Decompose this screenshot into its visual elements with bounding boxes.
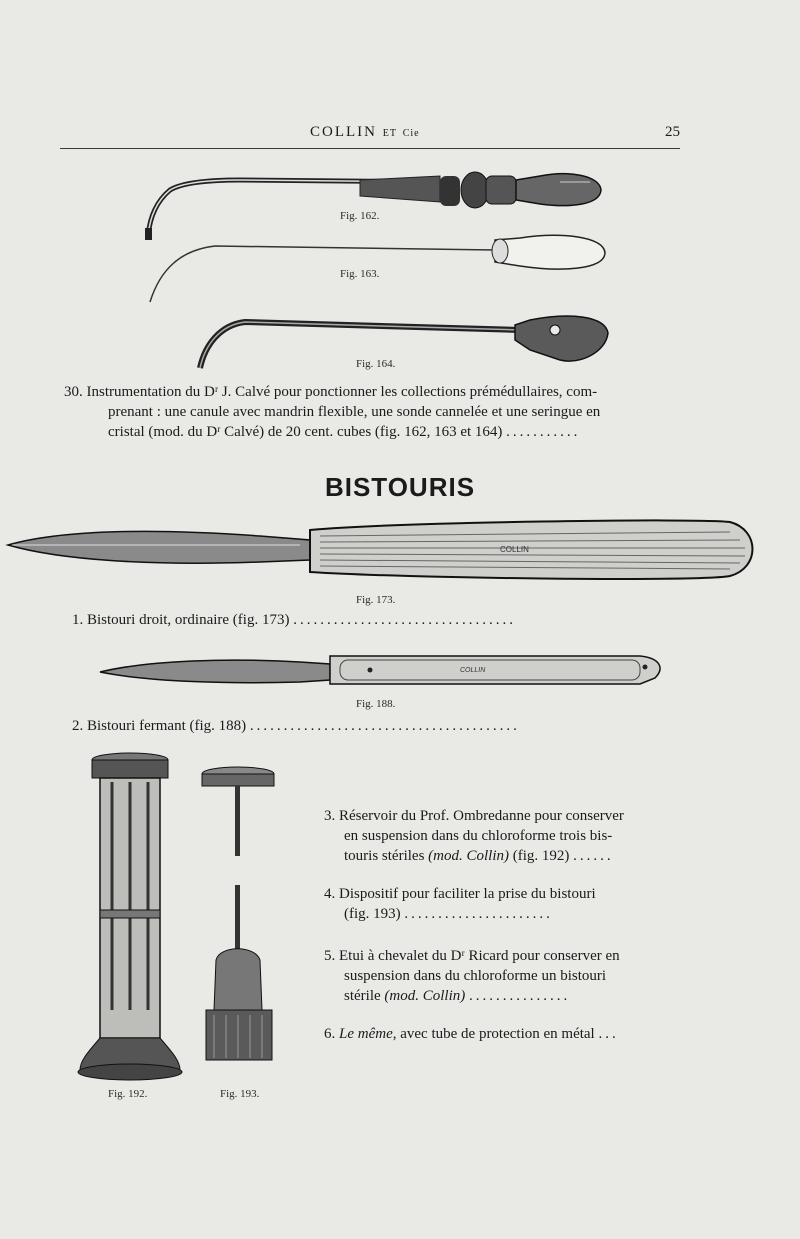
scalpel-figure-173 [8,520,753,579]
item-30-line-2: prenant : une canule avec mandrin flexible, une sonde cannelée et une seringue en [108,404,601,420]
caption-fig-193: Fig. 193. [220,1088,260,1100]
item-3 [324,806,664,866]
page-number: 25 [665,124,680,140]
cannula-figure-162 [145,172,601,240]
item-6-dots: ... [598,1026,619,1042]
item-2 [72,716,672,736]
section-title: BISTOURIS [324,472,476,502]
folding-scalpel-figure-188 [100,656,660,684]
item-5-model: (mod. Collin) [384,988,466,1004]
item-3-line-3c: (fig. 192) [509,848,570,864]
item-3-line-3a: touris stériles [344,848,429,864]
engraved-mark-188: COLLIN [460,667,486,674]
item-4-dots: ...................... [404,906,553,922]
caption-fig-188: Fig. 188. [356,698,396,710]
item-5-line-1: 5. Etui à chevalet du Dʳ Ricard pour conserver en [324,948,620,964]
item-2-text: 2. Bistouri fermant (fig. 188) [72,718,247,734]
caption-fig-162: Fig. 162. [340,210,380,222]
item-3-line-2: en suspension dans du chloroforme trois bis- [344,828,613,844]
item-5 [324,946,664,1006]
item-30-line-3 [64,422,664,442]
item-3-model: (mod. Collin) [428,848,509,864]
item-6-rest: , avec tube de protection en métal [392,1026,595,1042]
item-4-line-2-text: (fig. 193) [344,906,401,922]
caption-fig-173: Fig. 173. [356,594,396,606]
item-4 [324,884,664,924]
item-5-line-3a: stérile [344,988,385,1004]
item-30-paragraph [64,382,664,442]
item-5-dots: ............... [469,988,571,1004]
item-1-text: 1. Bistouri droit, ordinaire (fig. 173) [72,612,290,628]
item-3-line-3 [324,846,664,866]
item-3-dots: ...... [573,848,614,864]
item-30-dots: ........... [506,424,581,440]
engraved-mark-173: COLLIN [500,545,529,554]
caption-fig-164: Fig. 164. [356,358,396,370]
item-30-line-1: 30. Instrumentation du Dʳ J. Calvé pour ponctionner les collections prémédullaires, com- [64,384,598,400]
item-3-line-1: 3. Réservoir du Prof. Ombredanne pour conserver [324,808,624,824]
item-1 [72,610,662,630]
item-5-line-2: suspension dans du chloroforme un bistouri [344,968,607,984]
header-et: ET [382,128,397,139]
item-1-dots: ................................. [293,612,516,628]
caption-fig-163: Fig. 163. [340,268,380,280]
item-6-num: 6. [324,1026,339,1042]
holder-figure-193 [202,767,274,1060]
item-6 [324,1024,664,1044]
item-6-italic: Le même [339,1026,393,1042]
caption-fig-192: Fig. 192. [108,1088,148,1100]
item-4-line-1: 4. Dispositif pour faciliter la prise du bistouri [324,886,596,902]
reservoir-figure-192 [78,753,182,1080]
header-cie: Cie [402,128,420,139]
item-5-line-3 [324,986,664,1006]
item-30-line-3-text: cristal (mod. du Dʳ Calvé) de 20 cent. cubes (fig. 162, 163 et 164) [108,424,503,440]
item-4-line-2 [324,904,664,924]
probe-figure-164 [200,316,608,368]
header-company: COLLIN [310,124,377,140]
item-2-dots: ........................................ [249,718,520,734]
